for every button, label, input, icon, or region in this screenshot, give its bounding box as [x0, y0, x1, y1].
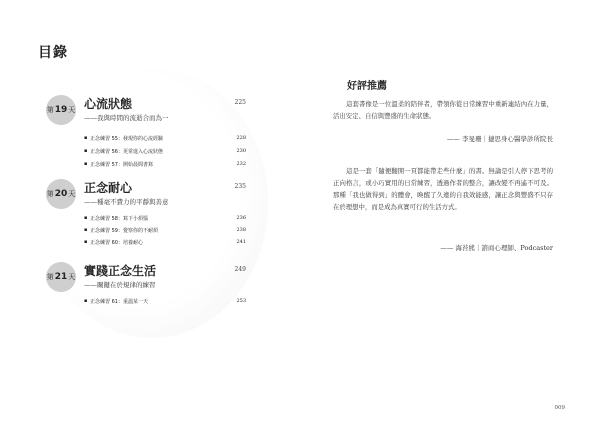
review-text: 這是一套「隨便翻開一頁都能帶走些什麼」的書。無論是引人停下思考的正向格言，或小巧實用的日常練習，透過作者的整合，讓改變不再遙不可及。那種「我也做得到」的體會，喚醒了久違的自我效能感，讓正念與豐盛不只存在於理想中，而是成為真實可行的生活方式。	[333, 167, 553, 211]
bullet-icon: ▪	[84, 148, 88, 154]
chapter-title: 心流狀態	[84, 97, 133, 111]
chapter-page-number: 235	[234, 183, 246, 190]
chapter-page-number: 225	[234, 99, 246, 106]
chapter-title: 實踐正念生活	[84, 264, 157, 278]
chapter-title: 正念耐心	[84, 181, 133, 195]
review-attribution: —— 李旻珊｜捷思身心醫學診所院長	[446, 135, 553, 143]
practice-item[interactable]: ▪ 正念練習 60：培養耐心 241	[84, 239, 246, 246]
review-text: 這套書像是一位溫柔的陪伴者，帶領你從日常練習中重新連結內在力量，活出安定、自信與豐盛的生命狀態。	[333, 100, 553, 120]
bullet-icon: ▪	[84, 239, 88, 245]
day-badge: 第 21 天	[46, 262, 76, 292]
practice-item[interactable]: ▪ 正念練習 57：開始晨間書寫 232	[84, 161, 246, 168]
chapter-page-number: 249	[234, 266, 246, 273]
chapter-subtitle: ——關鍵在於規律的練習	[84, 281, 156, 289]
bullet-icon: ▪	[84, 161, 88, 167]
day-badge: 第 20 天	[46, 179, 76, 209]
practice-item[interactable]: ▪ 正念練習 61：重溫某一天 253	[84, 298, 246, 305]
day-badge: 第 19 天	[46, 95, 76, 125]
bullet-icon: ▪	[84, 215, 88, 221]
bullet-icon: ▪	[84, 227, 88, 233]
reviews-title: 好評推薦	[347, 81, 387, 92]
page-number: 009	[554, 405, 565, 411]
practice-item[interactable]: ▪ 正念練習 55：發現你的心流經驗 228	[84, 135, 246, 142]
chapter-subtitle: ——我與時間的流逝合而為一	[84, 114, 169, 122]
toc-title: 目錄	[38, 45, 68, 61]
bullet-icon: ▪	[84, 298, 88, 304]
review-attribution: —— 海苔熊｜諮商心理師、Podcaster	[440, 244, 553, 252]
practice-item[interactable]: ▪ 正念練習 58：寫下小煩惱 236	[84, 215, 246, 222]
practice-item[interactable]: ▪ 正念練習 56：更常進入心流狀態 230	[84, 148, 246, 155]
practice-item[interactable]: ▪ 正念練習 59：覺察你的不耐煩 238	[84, 227, 246, 234]
chapter-subtitle: ——種毫不費力的平靜與善意	[84, 198, 169, 206]
bullet-icon: ▪	[84, 135, 88, 141]
